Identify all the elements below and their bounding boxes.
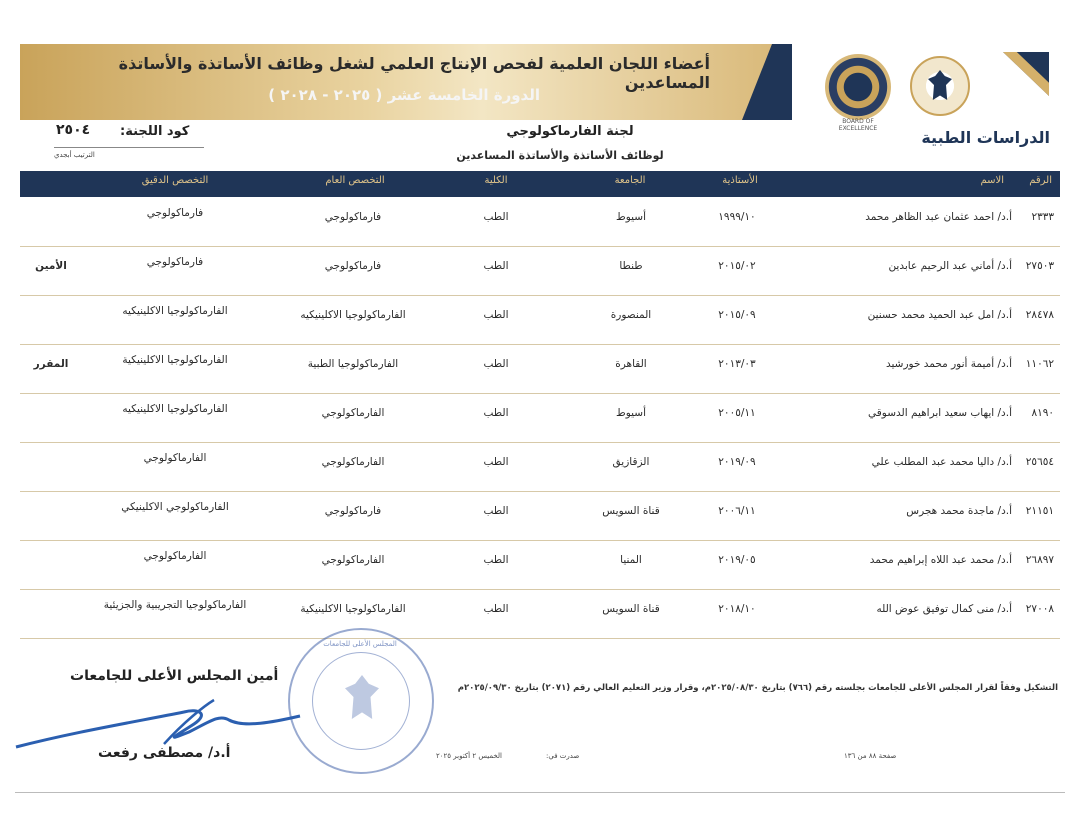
table-row [20,344,1060,394]
board-logo-caption: BOARD OF EXCELLENCE [838,118,878,132]
cell-university: الزقازيق [612,456,650,468]
cell-general: الفارماكولوجي [321,554,385,566]
cell-num: ٢٨٤٧٨ [1025,309,1054,321]
cell-name: أ.د/ احمد عثمان عبد الظاهر محمد [865,211,1012,223]
cell-num: ٢٥٦٥٤ [1025,456,1054,468]
cell-university: قناة السويس [602,603,660,615]
cell-university: المنيا [620,554,642,566]
header-name: الاسم [980,175,1004,186]
board-logo [825,54,891,120]
cell-faculty: الطب [483,358,509,370]
cell-date: ٢٠١٩/٠٥ [718,554,756,566]
table-row [20,589,1060,639]
cell-university: أسيوط [615,211,647,223]
page-reference: صفحة ٨٨ من ١٣٦ [844,752,897,760]
cell-role: الأمين [35,260,67,272]
cell-university: قناة السويس [602,505,660,517]
signatory-name: أ.د/ مصطفى رفعت [98,745,231,761]
cell-general: فارماكولوجي [324,260,382,272]
cell-specific: الفارماكولوجي [143,550,207,562]
header-num: الرقم [1029,175,1052,186]
cell-num: ٨١٩٠ [1031,407,1054,419]
header-general: التخصص العام [325,175,385,186]
secretary-title: أمين المجلس الأعلى للجامعات [70,668,279,684]
table-row [20,540,1060,590]
divider [54,147,204,148]
cell-name: أ.د/ محمد عبد اللاه إبراهيم محمد [869,554,1012,566]
cell-num: ٢٧٠٠٨ [1025,603,1054,615]
cell-general: الفارماكولوجيا الاكلينيكيه [300,309,406,321]
cell-name: أ.د/ أماني عبد الرحيم عابدين [888,260,1012,272]
cell-faculty: الطب [483,211,509,223]
header-date: الأستاذية [722,175,758,186]
cell-specific: الفارماكولوجيا الاكلينيكيه [122,305,228,317]
cell-faculty: الطب [483,260,509,272]
cell-faculty: الطب [483,603,509,615]
cell-num: ٢٧٥٠٣ [1025,260,1054,272]
cell-date: ٢٠٠٥/١١ [718,407,756,419]
table-header [20,171,1060,197]
cell-num: ١١٠٦٢ [1025,358,1054,370]
cell-general: الفارماكولوجيا الطبية [307,358,399,370]
cell-name: أ.د/ منى كمال توفيق عوض الله [876,603,1012,615]
cell-general: الفارماكولوجيا الاكلينيكية [300,603,406,615]
issued-date: الخميس ٢ أكتوبر ٢٠٢٥ [436,752,502,760]
cell-date: ٢٠١٥/٠٩ [718,309,756,321]
table-row [20,442,1060,492]
cell-date: ٢٠٠٦/١١ [718,505,756,517]
cell-specific: الفارماكولوجي [143,452,207,464]
cell-specific: فارماكولوجي [146,207,204,219]
header-faculty: الكلية [484,175,508,186]
cell-specific: فارماكولوجي [146,256,204,268]
table-row [20,491,1060,541]
cell-general: فارماكولوجي [324,505,382,517]
cell-num: ٢٦٨٩٧ [1025,554,1054,566]
cell-date: ١٩٩٩/١٠ [718,211,756,223]
cell-name: أ.د/ أميمة أنور محمد خورشيد [885,358,1012,370]
cell-date: ٢٠١٨/١٠ [718,603,756,615]
table-row [20,246,1060,296]
cell-faculty: الطب [483,456,509,468]
cell-num: ٢١١٥١ [1025,505,1054,517]
decree-text: التشكيل وفقاً لقرار المجلس الأعلى للجامعات بجلسته رقم (٧٦٦) بتاريخ ٢٠٢٥/٠٨/٣٠م، وقرار وزير التعليم العالي رقم (٢٠٧١) بتاريخ ٢٠٢٥/٠٩/٣٠م [457,683,1058,693]
cell-specific: الفارماكولوجيا الاكلينيكيه [122,403,228,415]
cell-name: أ.د/ امل عبد الحميد محمد حسنين [867,309,1012,321]
department-name: الدراسات الطبية [921,128,1050,147]
cell-specific: الفارماكولوجيا الاكلينيكية [122,354,228,366]
stamp-text: المجلس الأعلى للجامعات [323,640,397,648]
table-row [20,393,1060,443]
cell-faculty: الطب [483,505,509,517]
cell-university: أسيوط [615,407,647,419]
session-label: الدورة الخامسة عشر ( ٢٠٢٥ - ٢٠٢٨ ) [268,86,540,104]
cell-faculty: الطب [483,554,509,566]
footer-divider [15,792,1065,793]
cell-general: فارماكولوجي [324,211,382,223]
cell-date: ٢٠١٣/٠٣ [718,358,756,370]
cell-university: المنصورة [610,309,652,321]
cell-specific: الفارماكولوجيا التجريبية والجزيئية [103,599,247,611]
cell-specific: الفارماكولوجي الاكلينيكي [121,501,229,513]
issued-label: صدرت في: [546,752,580,760]
cell-name: أ.د/ ماجدة محمد هجرس [906,505,1012,517]
cell-name: أ.د/ ايهاب سعيد ابراهيم الدسوقي [868,407,1012,419]
cell-university: القاهرة [615,358,647,370]
header-university: الجامعة [614,175,646,186]
table-row [20,295,1060,345]
committee-code-value: ٢٥٠٤ [56,122,91,138]
header-specific: التخصص الدقيق [141,175,209,186]
cell-date: ٢٠١٩/٠٩ [718,456,756,468]
cell-name: أ.د/ داليا محمد عبد المطلب علي [871,456,1012,468]
cell-role: المقرر [33,358,69,370]
committee-name: لجنة الفارماكولوجي [506,124,634,139]
committee-code-label: كود اللجنة: [120,124,190,139]
document-title: أعضاء اللجان العلمية لفحص الإنتاج العلمي لشغل وظائف الأساتذة والأساتذة المساعدين [118,54,710,92]
cell-general: الفارماكولوجي [321,407,385,419]
committee-scope: لوظائف الأساتذة والأساتذة المساعدين [456,149,664,162]
cell-university: طنطا [619,260,643,272]
cell-num: ٢٣٣٣ [1031,211,1054,223]
cell-faculty: الطب [483,309,509,321]
order-note: الترتيب أبجدي [54,151,95,159]
cell-date: ٢٠١٥/٠٢ [718,260,756,272]
cell-faculty: الطب [483,407,509,419]
cell-general: الفارماكولوجي [321,456,385,468]
table-row [20,197,1060,247]
